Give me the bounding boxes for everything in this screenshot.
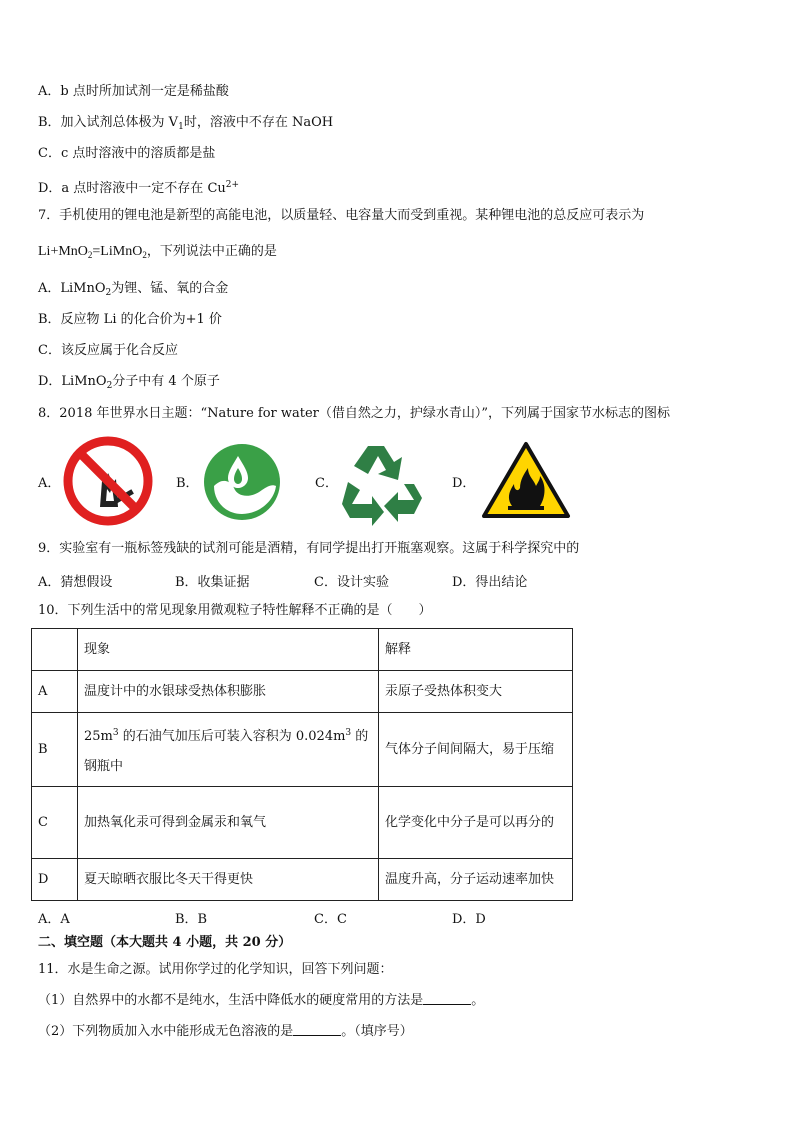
q7-option-c: C．该反应属于化合反应 (38, 343, 178, 358)
q7-option-a-suffix: 为锂、锰、氧的合金 (111, 281, 229, 296)
q8-stem: 8．2018 年世界水日主题：“Nature for water（借自然之力，护绿水青山）”，下列属于国家节水标志的图标 (38, 406, 671, 421)
q9-option-a: A．猜想假设 (38, 575, 113, 590)
q8-label-c: C． (315, 476, 338, 491)
q7-formula-suffix: ，下列说法中正确的是 (146, 244, 277, 259)
row-phenomenon: 夏天晾晒衣服比冬天干得更快 (78, 859, 379, 901)
table-row (32, 671, 573, 713)
q8-label-d: D． (452, 476, 476, 491)
q7-option-d-suffix: 分子中有 4 个原子 (112, 374, 220, 389)
q10-option-b: B．B (175, 912, 208, 927)
superscript: 2+ (225, 180, 240, 190)
q10-option-c: C．C (314, 912, 347, 927)
q6-option-b-suffix: 时，溶液中不存在 NaOH (183, 115, 334, 130)
superscript: 3 (112, 727, 119, 738)
q9-stem: 9．实验室有一瓶标签残缺的试剂可能是酒精，有同学提出打开瓶塞观察。这属于科学探究中的 (38, 541, 580, 556)
subscript: 2 (106, 381, 113, 391)
row-label: C (32, 787, 78, 859)
no-fire-sign-icon (62, 435, 154, 527)
recycling-sign-icon (338, 438, 426, 526)
subscript: 2 (142, 250, 147, 260)
section-title: 二、填空题（本大题共 4 小题，共 20 分） (38, 935, 292, 950)
flammable-warning-icon (480, 440, 572, 520)
q10-option-d: D．D (452, 912, 486, 927)
q11-part1-suffix: 。 (471, 993, 485, 1008)
table-header-cell (32, 629, 78, 671)
subscript: 2 (87, 250, 93, 260)
answer-blank[interactable] (293, 1023, 341, 1036)
q11-stem: 11．水是生命之源。试用你学过的化学知识，回答下列问题： (38, 962, 393, 977)
q6-option-c: C．c 点时溶液中的溶质都是盐 (38, 146, 216, 161)
q6-option-b (38, 114, 333, 136)
water-saving-sign-icon (202, 442, 282, 522)
q6-option-d-text: D．a 点时溶液中一定不存在 Cu (38, 181, 226, 196)
phenomenon-text: 的钢瓶中 (84, 728, 369, 774)
subscript: 2 (105, 288, 112, 298)
table-header-phenomenon: 现象 (78, 629, 379, 671)
q7-formula-line (38, 243, 277, 264)
q7-option-a (38, 280, 228, 302)
row-label: B (32, 713, 78, 787)
q6-option-a: A．b 点时所加试剂一定是稀盐酸 (38, 84, 229, 99)
formula-part: Li+MnO (38, 244, 88, 259)
q11-part1 (38, 992, 484, 1010)
row-label: A (32, 671, 78, 713)
q9-option-d: D．得出结论 (452, 575, 528, 590)
q7-option-a-text: A．LiMnO (38, 281, 106, 296)
table-row (32, 713, 573, 787)
row-explanation: 气体分子间间隔大，易于压缩 (379, 713, 573, 787)
phenomenon-text: 的石油气加压后可装入容积为 0.024m (118, 728, 346, 744)
row-explanation: 温度升高，分子运动速率加快 (379, 859, 573, 901)
row-label: D (32, 859, 78, 901)
q6-option-b-text: B．加入试剂总体极为 V (38, 115, 179, 130)
q7-option-d-text: D．LiMnO (38, 374, 107, 389)
table-header-row (32, 629, 573, 671)
subscript: 1 (178, 122, 184, 132)
q10-table (31, 628, 573, 901)
answer-blank[interactable] (423, 992, 471, 1005)
q11-part1-text: （1）自然界中的水都不是纯水，生活中降低水的硬度常用的方法是 (38, 993, 424, 1008)
formula-part: =LiMnO (92, 244, 143, 259)
superscript: 3 (345, 727, 352, 738)
q8-label-b: B． (176, 476, 199, 491)
phenomenon-text: 25m (84, 728, 113, 744)
q7-formula (38, 244, 147, 259)
row-phenomenon: 温度计中的水银球受热体积膨胀 (78, 671, 379, 713)
row-phenomenon: 加热氧化汞可得到金属汞和氧气 (78, 787, 379, 859)
q7-option-d (38, 373, 220, 395)
q11-part2-text: （2）下列物质加入水中能形成无色溶液的是 (38, 1024, 294, 1039)
q9-option-c: C．设计实验 (314, 575, 389, 590)
q6-option-d (38, 176, 239, 198)
row-explanation: 化学变化中分子是可以再分的 (379, 787, 573, 859)
q11-part2-suffix: 。（填序号） (341, 1024, 413, 1039)
table-row (32, 859, 573, 901)
q9-option-b: B．收集证据 (175, 575, 250, 590)
row-phenomenon (78, 713, 379, 787)
row-explanation: 汞原子受热体积变大 (379, 671, 573, 713)
q10-stem: 10．下列生活中的常见现象用微观粒子特性解释不正确的是（ ） (38, 603, 432, 618)
table-header-explanation: 解释 (379, 629, 573, 671)
table-row (32, 787, 573, 859)
q7-option-b: B．反应物 Li 的化合价为+1 价 (38, 312, 222, 327)
q8-label-a: A． (38, 476, 61, 491)
q7-stem: 7．手机使用的锂电池是新型的高能电池，以质量轻、电容量大而受到重视。某种锂电池的总反应可表示为 (38, 208, 645, 223)
q10-option-a: A．A (38, 912, 70, 927)
q11-part2 (38, 1023, 413, 1041)
